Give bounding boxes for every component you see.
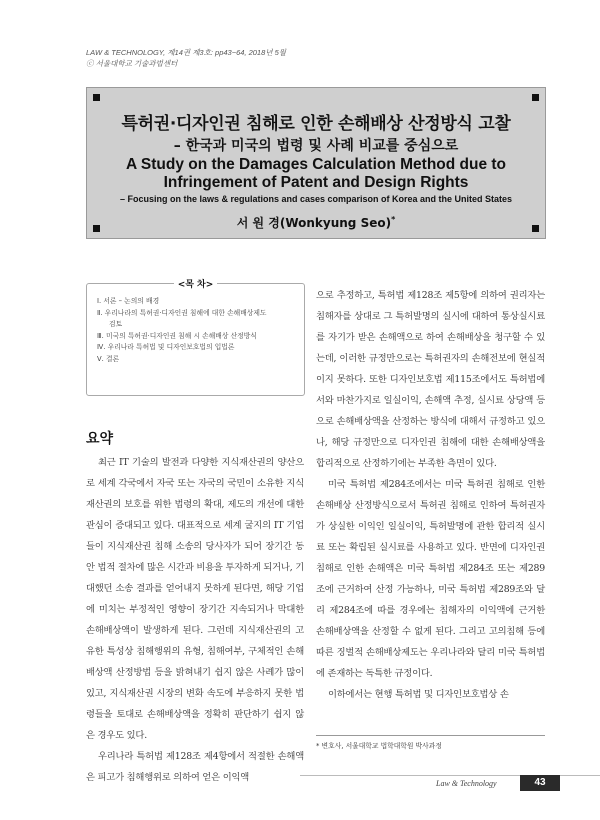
footer-journal-name: Law & Technology: [436, 779, 497, 788]
author-name: 서 원 경(Wonkyung Seo): [236, 216, 392, 230]
abstract-paragraph: 으로 추정하고, 특허법 제128조 제5항에 의하여 권리자는 침해자를 상대로 그 특허발명의 실시에 대하여 통상실시료를 자기가 받은 손해액으로 하여 손해배상을 청구할 수 있는데, 이러한 규정만으로는 특허권자의 손해전보에 현실적이지 못하다. 또한 디자인보호법 제115조에서도 특허법에서와 마찬가지로 일실이익, 손해액 추정, 실시료 상당액 등으로 손해배상액을 산정하는 방식에 대해서 규정하고 있으나, 해당 규정만으로 디자인권 침해에 대한 손해배상액을 합리적으로 산정하기에는 부족한 측면이 있다.: [316, 290, 545, 469]
toc-item: Ⅴ. 결론: [97, 354, 120, 363]
toc-item: Ⅰ. 서론 – 논의의 배경: [97, 297, 160, 305]
table-of-contents: [86, 280, 305, 396]
footnote: * 변호사, 서울대학교 법학대학원 박사과정: [316, 742, 442, 750]
copyright-line: ⓒ 서울대학교 기술과법센터: [86, 59, 178, 68]
abstract-left-column: [86, 452, 304, 788]
footnote-divider: [316, 735, 545, 736]
abstract-paragraph: 미국 특허법 제284조에서는 미국 특허권 침해로 인한 손해배상 산정방식으로서 특허권 침해로 인하여 특허권자가 상실한 이익인 일실이익, 특허발명에 관한 합리적 실시료 또는 확립된 실시료를 사용하고 있다. 반면에 디자인권 침해로 인한 손해액은 미국 특허법 제284조 또는 제289조에 근거하여 산정 가능하나, 미국 특허법 제289조와 달리 제284조에 따를 경우에는 침해자의 이익액에 근거한 손해배상액을 산정할 수 없게 된다. 그리고 고의침해 등에 따른 징벌적 손해배상제도는 우리나라와 달리 미국 특허법에 존재하는 독특한 규정이다.: [316, 479, 545, 679]
toc-item: 검토: [109, 320, 123, 328]
english-subtitle: – Focusing on the laws & regulations and cases comparison of Korea and the United States: [119, 194, 513, 204]
korean-subtitle: – 한국과 미국의 법령 및 사례 비교를 중심으로: [173, 138, 459, 154]
author: [87, 214, 545, 231]
abstract-right-column: [316, 285, 545, 705]
abstract-paragraph: 이하에서는 현행 특허법 및 디자인보호법상 손: [328, 689, 509, 700]
journal-citation: LAW & TECHNOLOGY, 제14권 제3호: pp43~64, 2018년 5월: [86, 48, 287, 57]
toc-title: <목 차>: [174, 280, 218, 290]
page-number: 43: [520, 775, 560, 791]
toc-list: [97, 296, 298, 365]
toc-item: Ⅳ. 우리나라 특허법 및 디자인보호법의 입법론: [97, 343, 235, 351]
korean-title: 특허권·디자인권 침해로 인한 손해배상 산정방식 고찰: [121, 114, 511, 134]
toc-item: Ⅱ. 우리나라의 특허권·디자인권 침해에 대한 손해배상제도: [97, 308, 267, 317]
english-title-line-1: A Study on the Damages Calculation Method due to: [125, 156, 507, 173]
title-box: [86, 87, 546, 239]
author-footnote-mark: *: [391, 215, 396, 224]
toc-item: Ⅲ. 미국의 특허권·디자인권 침해 시 손해배상 산정방식: [97, 331, 257, 340]
abstract-paragraph: 우리나라 특허법 제128조 제4항에서 적절한 손해액은 피고가 침해행위로 의하여 얻은 이익액: [86, 751, 304, 783]
journal-header: [86, 47, 286, 69]
english-title-line-2: Infringement of Patent and Design Rights: [163, 174, 469, 191]
english-title: [87, 156, 545, 192]
abstract-heading: 요약: [86, 431, 114, 447]
corner-square-icon: [93, 94, 100, 101]
corner-square-icon: [532, 94, 539, 101]
abstract-paragraph: 최근 IT 기술의 발전과 다양한 지식재산권의 양산으로 세계 각국에서 자국 또는 자국의 국민이 소유한 지식재산권의 보호를 위한 법령의 확대, 제도의 개선에 대한 관심이 증대되고 있다. 대표적으로 세계 굴지의 IT 기업들이 지식재산권 침해 소송의 당사자가 되어 장기간 동안 법적 절차에 많은 시간과 비용을 투자하게 되거나, 기대했던 소송 결과를 얻어내지 못하게 된다면, 해당 기업에 미치는 부정적인 영향이 장기간 지속되거나 막대한 손해배상액이 발생하게 된다. 그런데 지식재산권의 고유한 특성상 침해행위의 유형, 침해여부, 구체적인 손해배상액 산정방법 등을 밝혀내기 쉽지 않은 사례가 많이 있고, 지식재산권 시장의 변화 속도에 부응하지 못한 법령들을 토대로 손해배상액을 정확히 판단하기 쉽지 않은 경우도 있다.: [86, 457, 304, 741]
